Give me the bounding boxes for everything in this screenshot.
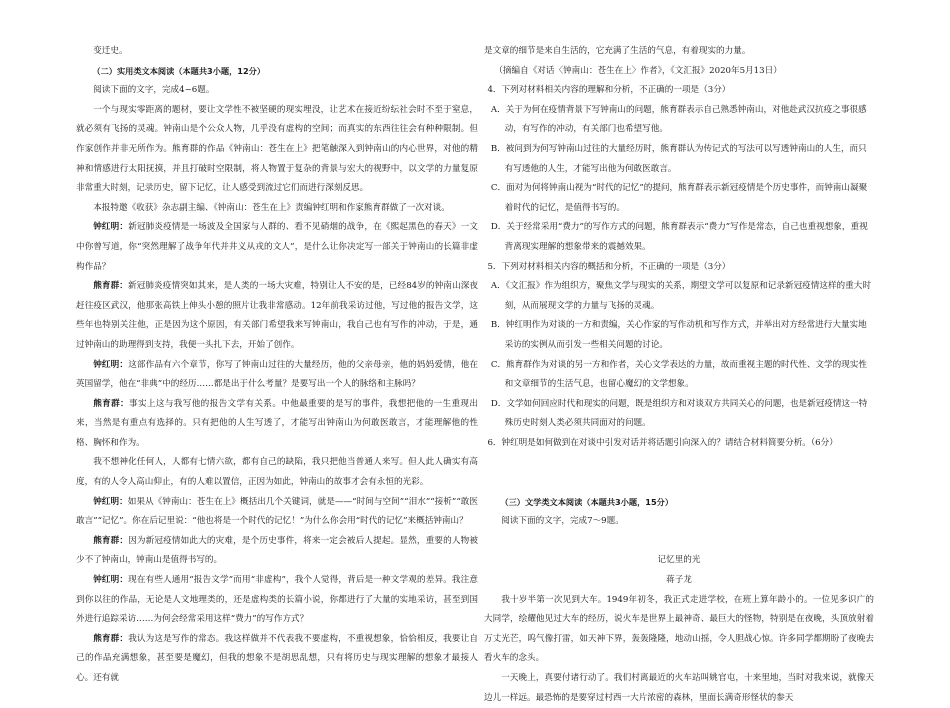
answer-space	[484, 473, 874, 493]
article-paragraph-5: 我不想神化任何人，人都有七情六欲，都有自己的缺陷，我只把他当普通人来写。但人此人确实有高度，有的人令人高山仰止，有的人难以置信，正因为如此，钟南山的故事才会有永恒的光彩。	[76, 457, 478, 488]
source-citation: （摘编自《对话〈钟南山：苍生在上〉作者》，《文汇报》2020年5月13日）	[494, 65, 782, 76]
speaker-label: 熊育群：	[93, 398, 130, 409]
dialogue-turn-8	[76, 630, 478, 689]
dialogue-turn-5	[76, 493, 478, 532]
dialogue-turn-2	[76, 277, 478, 355]
speaker-label: 钟红明：	[93, 575, 129, 586]
speaker-label: 钟红明：	[93, 359, 129, 370]
dialogue-text: 如果从《钟南山：苍生在上》概括出几个关键词，就是——“时间与空间”“泪水”“接析”“敢医敢言”“记忆”。你在后记里说：“他也将是一个时代的记忆！”为什么你会用“时代的记忆”来概括钟南山？	[76, 496, 478, 527]
dialogue-turn-1	[76, 218, 478, 277]
speaker-label: 熊育群：	[93, 535, 129, 546]
section3-instruction: 阅读下面的文字，完成7～9题。	[501, 516, 624, 527]
question-6: 6．钟红明是如何做到在对谈中引发对话并将话题引向深入的？请结合材料简要分析。（6分）	[487, 437, 838, 448]
dialogue-text: 我认为这是写作的常态。我这样做并不代表我不要虚构，不重视想象，恰恰相反，我要让自己的作品充满想象，甚至要是魔幻，但我的想象不是胡思乱想，只有将历史与现实理解的想象才最接人心。还有就	[76, 633, 478, 683]
question-5-option-b: B．钟红明作为对谈的一方和责编，关心作家的写作动机和写作方式，并举出对方经常进行大量实地采访的实例从而引发一些相关问题的讨论。	[490, 320, 867, 350]
question-5-option-c: C．熊育群作为对谈的另一方和作者，关心文学表达的力量，故而重视主题的时代性、文学的现实性和文章细节的生活气息，也留心魔幻的文学想象。	[490, 359, 867, 390]
section2-title: （二）实用类文本阅读（本题共3小题，12分）	[92, 65, 266, 76]
story-paragraph-1: 我十岁半第一次见到大车。1949年初冬，我正式走进学校，在班上算年龄小的。一位见多识广的大同学，绘耀他见过大车的经历，说火车是世界上最神奇、最巨大的怪物，特别是在夜晚，头顶放射着万丈光芒，呜气像打雷，如天神下界，轰轰隆隆，地动山摇，令人胆战心惊。许多同学都期盼了夜晚去看火车的念头。	[484, 594, 874, 664]
section2-instruction: 阅读下面的文字，完成4~6题。	[93, 85, 215, 96]
speaker-label: 熊育群：	[93, 633, 129, 644]
dialogue-text: 现在有些人通用“报告文学”而用“非虚构”，我个人觉得，背后是一种文学观的差异。我注意到你以往的作品，无论是人文地理类的，还是虚构类的长篇小说，你都进行了大量的实地采访，甚至到国外进行追踪采访……为何会经常采用这样“费力”的写作方式？	[76, 575, 478, 625]
dialogue-text: 新冠肺炎疫情突如其来，是人类的一场大灾难，特别让人不安的是，已经84岁的钟南山深夜赶往疫区武汉，他那张高铁上伸头小憩的照片让我非常感动。12年前我采访过他，写过他的报告文学，这些年也特别关注他，正是因为这个原因，有关部门希望我来写钟南山，我自己也有写作的冲动，于是，通过钟南山的助理得到支持，我便一头扎下去，开始了创作。	[76, 281, 478, 350]
question-4-option-b: B．被问到为何写钟南山过往的大量经历时，熊育群认为传记式的写法可以写透钟南山的人生，而只有写透他的人生，才能写出他为何敢医敢言。	[490, 143, 867, 174]
speaker-label: 熊育群：	[93, 281, 128, 292]
story-author: 蒋子龙	[666, 575, 692, 586]
dialogue-turn-6	[76, 532, 478, 571]
dialogue-turn-7	[76, 571, 478, 630]
question-4-option-c: C．面对为何将钟南山视为“时代的记忆”的提问，熊育群表示新冠疫情是个历史事件，而钟南山凝聚着时代的记忆，是值得书写的。	[490, 183, 868, 213]
answer-space	[484, 453, 874, 473]
question-4: 4．下列对材料相关内容的理解和分析，不正确的一项是（3分）	[487, 85, 731, 96]
speaker-label: 钟红明：	[93, 496, 128, 507]
right-column	[484, 42, 874, 708]
intro-tail: 变迁史。	[93, 46, 128, 56]
dialogue-turn-4	[76, 395, 478, 454]
dialogue-turn-3	[76, 356, 478, 395]
question-4-option-a: A．关于为何在疫情背景下写钟南山的问题，熊育群表示自己熟悉钟南山，对他赴武汉抗疫之事很感动，有写作的冲动，有关部门也希望写他。	[490, 104, 867, 135]
dialogue-text: 这部作品有六个章节，你写了钟南山过往的大量经历，他的父亲母亲，他的妈妈爱情，他在英国留学，他在“非典”中的经历……都是出于什么考量？是要写出一个人的脉络和主脉吗？	[76, 359, 478, 390]
section3-title: （三）文学类文本阅读（本题共3小题，15分）	[500, 496, 674, 507]
article-paragraph-2: 本报特邀《收获》杂志副主编、《钟南山：苍生在上》责编钟红明和作家熊育群做了一次对谈。	[93, 202, 450, 213]
story-title: 记忆里的光	[657, 555, 701, 566]
story-paragraph-2: 一天晚上，真要付诸行动了。我们村离最近的火车站叫姚官屯，十来里地，当时对我来说，就像天边儿一样远。最恐怖的是要穿过村西一大片浓密的森林，里面长满奇形怪状的参天	[484, 673, 874, 703]
question-5-option-a: A．《文汇报》作为组织方，聚焦文学与现实的关系，期望文学可以复原和记录新冠疫情这样的重大时刻，从而展现文学的力量与飞扬的灵魂。	[490, 281, 871, 311]
dialogue-text: 新冠肺炎疫情是一场波及全国家与人群的、看不见硝烟的战争，在《熙起黑色的春天》一文中你曾写道，你“突然理解了战争年代并井义从戎的文人”，是什么让你决定写一部关于钟南山的长篇非虚构作品？	[76, 222, 478, 272]
article-paragraph-1: 一个与现实零距离的题材，要让文学性不被坚硬的现实埋没，让艺术在接近纷纭社会时不至于窒息，就必须有飞扬的灵魂。钟南山是个公众人物，几乎没有虚构的空间；而真实的东西往往会有种种限制。但作家创作并非无所作为。熊育群的作品《钟南山：苍生在上》把笔触深入到钟南山的内心世界，对他的精神和情感进行太阳抚摸，并且打破时空限制，将人物置于复杂的背景与宏大的视野中，以文学的力量复原非常重大时刻，记录历史，留下记忆，让人感受到流过它们而进行深刻反思。	[76, 104, 478, 194]
dialogue-text: 事实上这与我写他的报告文学有关系。中他最重要的是写的事件，我想把他的一生重现出来，当然是有重点有选择的。只有把他的人生写透了，才能写出钟南山为何敢医敢言，才能理解他的性格、胸怀和作为。	[76, 398, 478, 448]
question-5-option-d: D．文学如何回应时代和现实的问题，既是组织方和对谈双方共同关心的问题，也是新冠疫情这一特殊历史时刻人类必须共同面对的问题。	[490, 398, 868, 429]
question-4-option-d: D．关于经常采用“费力”的写作方式的问题，熊育群表示“费力”写作是常态，自己也重视想象，重视背离现实理解的想象带来的震撼效果。	[490, 222, 868, 252]
spacer	[484, 532, 874, 552]
speaker-label: 钟红明：	[93, 222, 129, 233]
article-continuation: 是文章的细节是来自生活的，它充满了生活的气息，有着现实的力量。	[484, 46, 751, 56]
dialogue-text: 因为新冠疫情如此大的灾难，是个历史事件，将来一定会被后人提起。显然，重要的人物被少不了钟南山，钟南山是值得书写的。	[76, 535, 478, 566]
question-5: 5．下列对材料相关内容的概括和分析，不正确的一项是（3分）	[487, 261, 731, 272]
left-column	[76, 42, 478, 689]
